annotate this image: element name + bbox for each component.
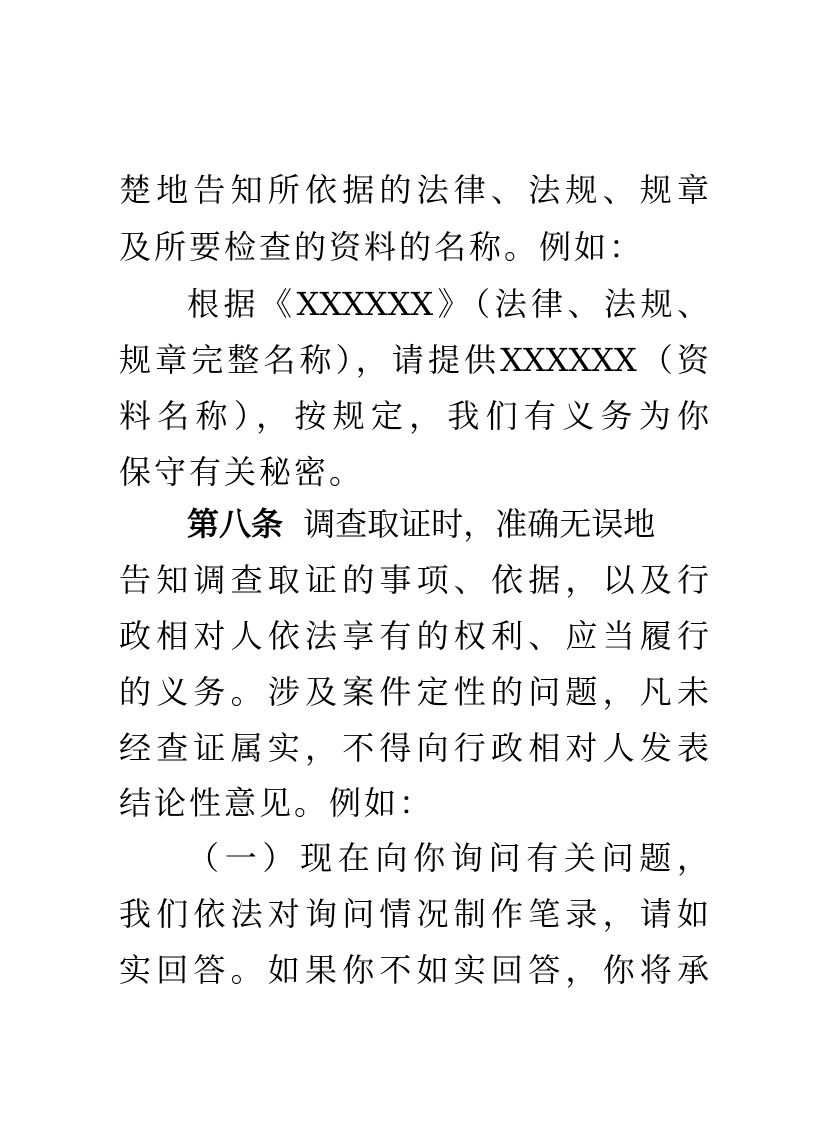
text-line: 及所要检查的资料的名称。例如： [119, 228, 645, 266]
text-line: 实回答。如果你不如实回答，你将承 [119, 951, 709, 989]
article-text: 调查取证时，准确无误地 [303, 505, 656, 543]
text-line [187, 497, 709, 551]
text-line: （一）现在向你询问有关问题， [187, 839, 709, 877]
text-line: 根据《XXXXXX》（法律、法规、 [187, 285, 709, 323]
article-label: 第八条 [187, 505, 284, 543]
text-line: 规章完整名称），请提供XXXXXX（资 [119, 341, 709, 379]
text-line: 保守有关秘密。 [119, 453, 365, 491]
text-line: 结论性意见。例如： [119, 784, 435, 822]
text-line: 的义务。涉及案件定性的问题，凡未 [119, 673, 709, 711]
text-line: 经查证属实，不得向行政相对人发表 [119, 729, 709, 767]
text-line: 料名称），按规定，我们有义务为你 [119, 397, 709, 435]
text-line: 政相对人依法享有的权利、应当履行 [119, 617, 709, 655]
text-line: 楚地告知所依据的法律、法规、规章 [119, 171, 709, 209]
text-line: 我们依法对询问情况制作笔录，请如 [119, 895, 709, 933]
text-line: 告知调查取证的事项、依据，以及行 [119, 561, 709, 599]
